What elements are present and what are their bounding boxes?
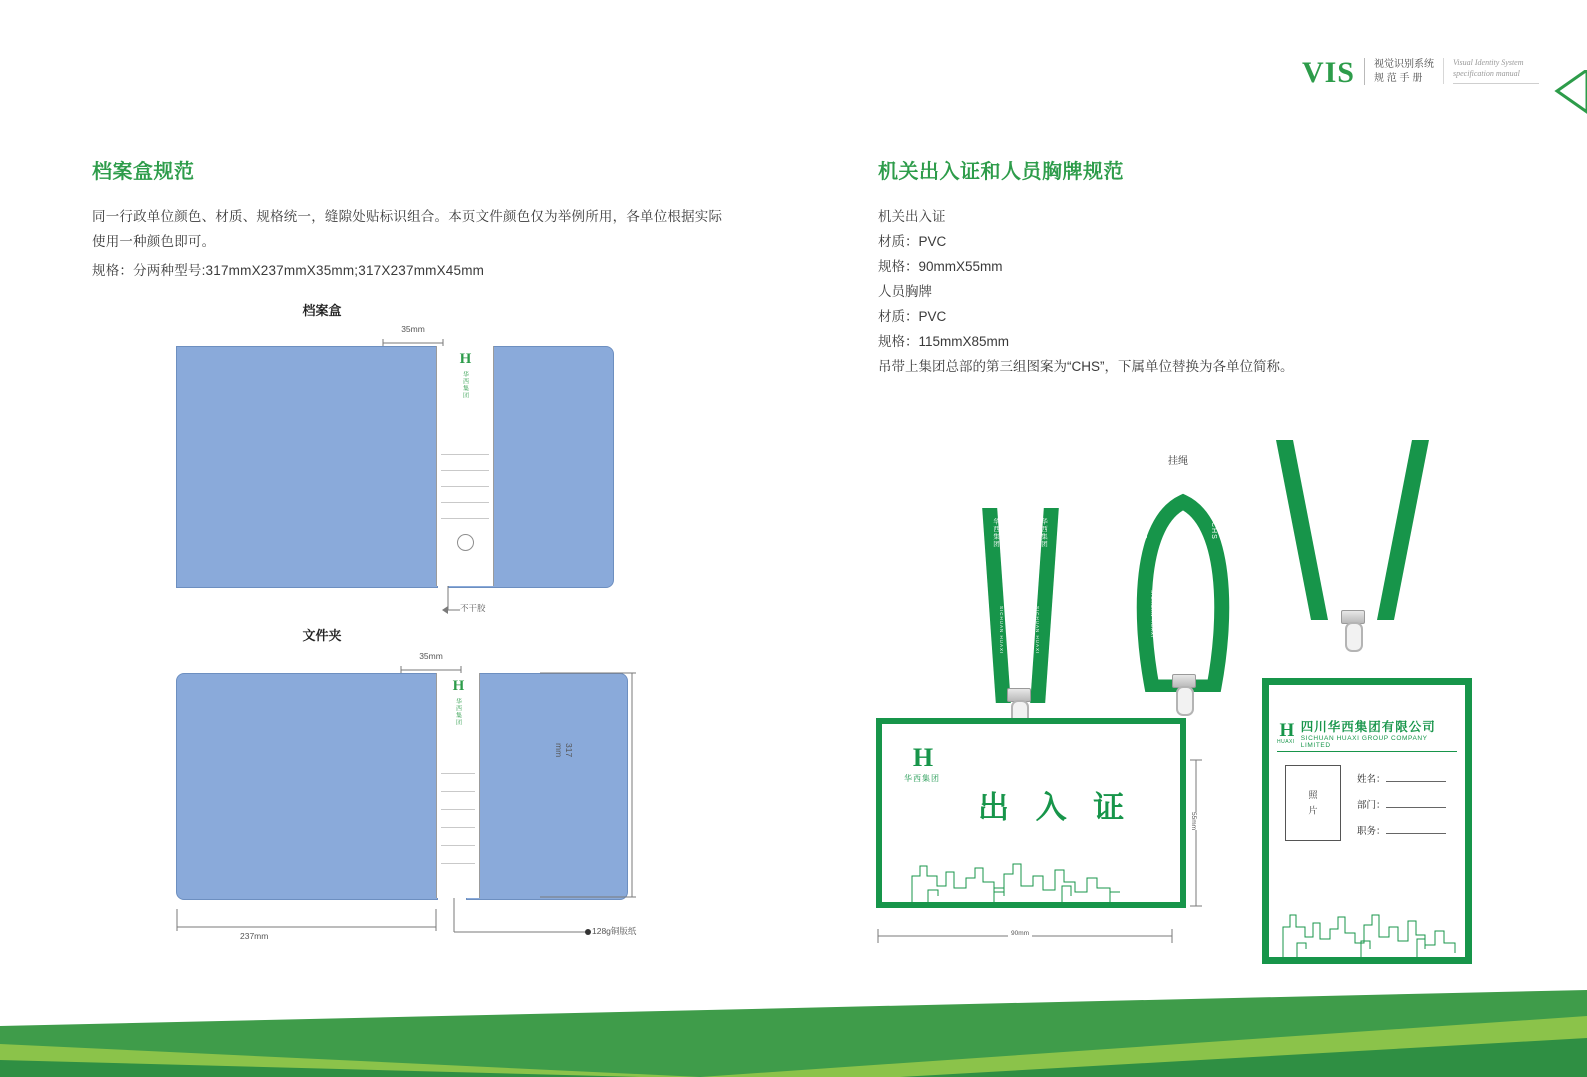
pass-card-height-label: 55mm [1190,812,1197,831]
file-folder-diagram [92,625,732,941]
file-folder-spine [436,673,480,898]
right-line-0: 机关出入证 [878,209,946,224]
header-chinese-subtitle [1364,58,1434,85]
archive-box-diagram [92,300,732,613]
header-cn-line2: 规 范 手 册 [1374,72,1423,84]
left-section-title: 档案盒规范 [92,161,195,183]
badge-company-en: SICHUAN HUAXI GROUP COMPANY LIMITED [1300,735,1428,749]
logo-mark: H [459,351,471,367]
header-rule [1453,83,1539,84]
badge-photo-placeholder [1285,765,1341,841]
logo-chinese-name: 华西集团 [904,774,940,783]
archive-box-title: 档案盒 [302,303,342,318]
lanyard-loop [1128,462,1238,712]
right-section-title: 机关出入证和人员胸牌规范 [878,161,1124,183]
lanyard-loop-hook [1176,686,1194,716]
logo-mark: H [452,678,464,694]
lanyard-loop-text-small-2: SICHUAN HUAXI [1200,590,1205,639]
archive-box-spine [436,346,494,586]
footer-decoration [0,982,1587,1077]
badge-company-cn: 四川华西集团有限公司 [1300,720,1436,734]
lanyard-left-text-2: 华西集团 [1040,518,1047,548]
lanyard-left-text-small-1: SICHUAN HUAXI [999,606,1004,655]
badge-field-name [1357,771,1446,785]
badge-field-dept-label: 部门： [1357,800,1386,811]
lanyard-left-text-small-2: SICHUAN HUAXI [1035,606,1040,655]
entry-pass-card [876,718,1186,908]
badge-photo-label: 照 片 [1307,789,1318,817]
left-paragraph-2: 规格：分两种型号:317mmX237mmX35mm;317X237mmX45mm [92,263,485,278]
lanyard-right-text-2: 华西集团 [1374,448,1381,478]
left-column [92,155,732,283]
badge-field-dept [1357,797,1446,811]
header-english-subtitle [1443,58,1539,84]
pass-card-logo [904,743,940,784]
archive-box-left-panel [176,346,438,588]
right-line-6: 吊带上集团总部的第三组图案为“CHS”，下属单位替换为各单位简称。 [878,359,1294,374]
left-paragraph-1: 同一行政单位颜色、材质、规格统一，缝隙处贴标识组合。本页文件颜色仅为举例所用，各单位根据实际使用一种颜色即可。 [92,209,723,249]
file-folder-title: 文件夹 [302,628,342,643]
adhesive-note: 不干胶 [460,603,486,613]
header-en-line1: Visual Identity System [1453,58,1524,67]
archive-box-width-label: 35mm [401,324,425,334]
chevron-left-icon [1539,70,1587,114]
badge-field-title [1357,823,1446,837]
employee-badge-card [1262,678,1472,964]
lanyard-loop-text-2: CHS [1210,522,1217,540]
lanyard-right-strand-2 [1377,440,1429,620]
logo-chinese-name: 华西集团 [461,371,468,399]
folder-spine-logo [437,679,479,726]
file-folder-width-label: 35mm [419,651,443,661]
lanyard-loop-text-small-1: SICHUAN HUAXI [1150,590,1155,639]
right-line-4: 材质：PVC [878,309,947,324]
right-column [878,155,1498,379]
lanyard-left [985,488,1065,718]
lanyard-loop-shape [1128,462,1238,692]
lanyard-loop-text-1: CHS [1140,522,1147,540]
folder-bottom-label: 237mm [240,931,269,941]
right-line-3: 人员胸牌 [878,284,932,299]
paper-weight-note: 128g铜版纸 [592,926,637,936]
page-header [1302,58,1539,88]
folder-height-dimension [532,665,642,905]
logo-mark: H [1279,719,1293,741]
right-line-5: 规格：115mmX85mm [878,334,1010,349]
right-line-1: 材质：PVC [878,234,947,249]
folder-height-label: 317 mm [554,743,574,758]
spine-logo [437,352,493,399]
logo-mark: H [912,743,932,772]
paper-callout-line [440,898,600,946]
file-folder-left-panel [176,673,438,900]
skyline-graphic [882,842,1180,902]
right-line-2: 规格：90mmX55mm [878,259,1003,274]
vis-logotype: VIS [1301,56,1355,89]
header-en-line2: specification manual [1453,68,1520,78]
badge-company-row [1269,717,1465,749]
lanyard-label: 挂绳 [1168,456,1188,467]
logo-english-name: HUAXI [1277,738,1295,745]
skyline-graphic [1269,877,1465,957]
pass-card-height-dimension [1186,758,1206,908]
archive-box-ring-hole [457,534,474,551]
badge-divider [1277,751,1457,752]
badge-field-title-label: 职务： [1357,826,1386,837]
pass-card-title: 出 入 证 [978,790,1134,825]
logo-chinese-name: 华西集团 [454,698,461,726]
badge-logo [1277,719,1295,745]
lanyard-right-hook [1345,622,1363,652]
badge-field-name-label: 姓名： [1357,774,1386,785]
lanyard-left-text-1: 华西集团 [992,518,999,548]
folder-width-bottom-dimension [176,905,438,939]
footer-waves [0,982,1587,1077]
pass-card-width-label: 90mm [1008,930,1032,937]
lanyard-right-text-1: 华西集团 [1318,448,1325,478]
lanyard-right [1303,440,1413,670]
header-cn-line1: 视觉识别系统 [1374,59,1434,70]
